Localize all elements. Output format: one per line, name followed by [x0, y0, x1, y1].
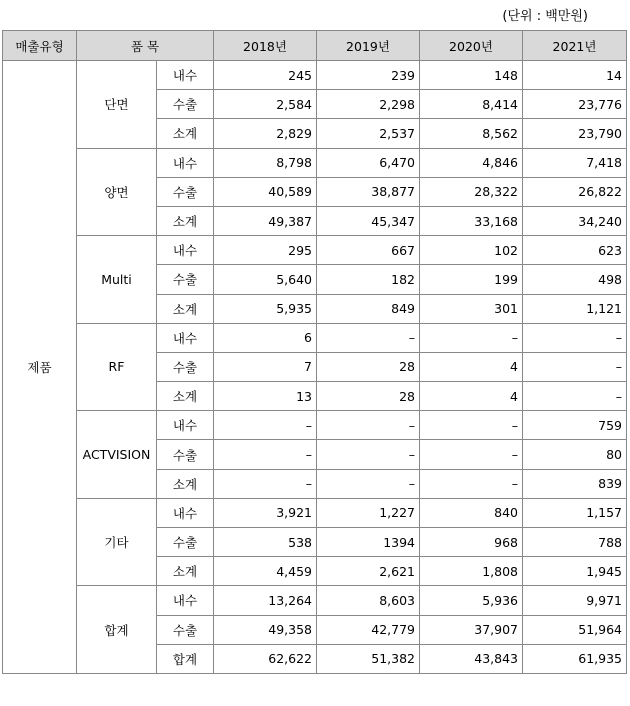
value-cell: 2,298: [317, 90, 420, 119]
value-cell: 2,621: [317, 557, 420, 586]
value-cell: 1,157: [523, 498, 627, 527]
value-cell: 840: [420, 498, 523, 527]
sub-category-cell: 합계: [157, 644, 214, 673]
value-cell: –: [214, 411, 317, 440]
value-cell: 7: [214, 352, 317, 381]
table-row: [3, 411, 627, 440]
value-cell: 45,347: [317, 206, 420, 235]
table-row: [3, 498, 627, 527]
value-cell: 849: [317, 294, 420, 323]
group-name-cell: 양면: [77, 148, 157, 236]
value-cell: –: [317, 469, 420, 498]
sub-category-cell: 내수: [157, 61, 214, 90]
value-cell: 8,603: [317, 586, 420, 615]
table-row: [3, 323, 627, 352]
value-cell: 759: [523, 411, 627, 440]
value-cell: 62,622: [214, 644, 317, 673]
value-cell: 6: [214, 323, 317, 352]
value-cell: 61,935: [523, 644, 627, 673]
sub-category-cell: 소계: [157, 382, 214, 411]
value-cell: 2,829: [214, 119, 317, 148]
value-cell: 538: [214, 528, 317, 557]
value-cell: 1,121: [523, 294, 627, 323]
table-row: [3, 236, 627, 265]
sales-table: [2, 30, 627, 674]
value-cell: –: [317, 440, 420, 469]
table-row: [3, 148, 627, 177]
table-row: [3, 61, 627, 90]
group-name-cell: 단면: [77, 61, 157, 149]
sub-category-cell: 내수: [157, 236, 214, 265]
value-cell: 2,537: [317, 119, 420, 148]
value-cell: 49,387: [214, 206, 317, 235]
value-cell: 43,843: [420, 644, 523, 673]
value-cell: 7,418: [523, 148, 627, 177]
header-item: 품 목: [77, 31, 214, 61]
header-year-2021: 2021년: [523, 31, 627, 61]
value-cell: –: [420, 469, 523, 498]
value-cell: 6,470: [317, 148, 420, 177]
table-row: [3, 586, 627, 615]
value-cell: 28: [317, 382, 420, 411]
value-cell: 5,935: [214, 294, 317, 323]
header-row: [3, 31, 627, 61]
value-cell: 8,798: [214, 148, 317, 177]
value-cell: –: [523, 382, 627, 411]
sub-category-cell: 소계: [157, 294, 214, 323]
value-cell: 38,877: [317, 177, 420, 206]
value-cell: 1,227: [317, 498, 420, 527]
group-name-cell: ACTVISION: [77, 411, 157, 499]
sub-category-cell: 소계: [157, 469, 214, 498]
sub-category-cell: 수출: [157, 615, 214, 644]
value-cell: 9,971: [523, 586, 627, 615]
sub-category-cell: 수출: [157, 352, 214, 381]
sub-category-cell: 수출: [157, 265, 214, 294]
value-cell: 1,808: [420, 557, 523, 586]
value-cell: –: [523, 352, 627, 381]
value-cell: 1,945: [523, 557, 627, 586]
value-cell: 13: [214, 382, 317, 411]
group-name-cell: 합계: [77, 586, 157, 674]
header-year-2018: 2018년: [214, 31, 317, 61]
table-header: [3, 31, 627, 61]
sub-category-cell: 내수: [157, 148, 214, 177]
value-cell: 301: [420, 294, 523, 323]
value-cell: 5,936: [420, 586, 523, 615]
value-cell: –: [317, 323, 420, 352]
value-cell: 8,414: [420, 90, 523, 119]
sub-category-cell: 수출: [157, 177, 214, 206]
value-cell: –: [420, 323, 523, 352]
group-name-cell: 기타: [77, 498, 157, 586]
value-cell: 245: [214, 61, 317, 90]
value-cell: 4: [420, 382, 523, 411]
value-cell: 28,322: [420, 177, 523, 206]
value-cell: 34,240: [523, 206, 627, 235]
sub-category-cell: 수출: [157, 90, 214, 119]
sub-category-cell: 내수: [157, 586, 214, 615]
value-cell: 498: [523, 265, 627, 294]
value-cell: –: [420, 440, 523, 469]
value-cell: 42,779: [317, 615, 420, 644]
value-cell: 788: [523, 528, 627, 557]
value-cell: 295: [214, 236, 317, 265]
header-sales-type: 매출유형: [3, 31, 77, 61]
value-cell: 37,907: [420, 615, 523, 644]
value-cell: 13,264: [214, 586, 317, 615]
value-cell: 3,921: [214, 498, 317, 527]
unit-label: (단위 : 백만원): [502, 9, 588, 24]
value-cell: 80: [523, 440, 627, 469]
sub-category-cell: 내수: [157, 323, 214, 352]
value-cell: –: [420, 411, 523, 440]
value-cell: 51,964: [523, 615, 627, 644]
value-cell: 51,382: [317, 644, 420, 673]
value-cell: 8,562: [420, 119, 523, 148]
table-body: [3, 61, 627, 674]
value-cell: 199: [420, 265, 523, 294]
value-cell: 182: [317, 265, 420, 294]
sub-category-cell: 내수: [157, 411, 214, 440]
value-cell: 28: [317, 352, 420, 381]
header-year-2020: 2020년: [420, 31, 523, 61]
value-cell: 4: [420, 352, 523, 381]
value-cell: 14: [523, 61, 627, 90]
value-cell: 49,358: [214, 615, 317, 644]
value-cell: 239: [317, 61, 420, 90]
group-name-cell: RF: [77, 323, 157, 411]
value-cell: –: [317, 411, 420, 440]
header-year-2019: 2019년: [317, 31, 420, 61]
group-name-cell: Multi: [77, 236, 157, 324]
value-cell: 839: [523, 469, 627, 498]
value-cell: 23,790: [523, 119, 627, 148]
sub-category-cell: 수출: [157, 440, 214, 469]
value-cell: –: [523, 323, 627, 352]
value-cell: 23,776: [523, 90, 627, 119]
value-cell: 5,640: [214, 265, 317, 294]
value-cell: 968: [420, 528, 523, 557]
value-cell: 623: [523, 236, 627, 265]
sub-category-cell: 수출: [157, 528, 214, 557]
value-cell: 667: [317, 236, 420, 265]
value-cell: 148: [420, 61, 523, 90]
value-cell: 26,822: [523, 177, 627, 206]
value-cell: 2,584: [214, 90, 317, 119]
value-cell: 33,168: [420, 206, 523, 235]
value-cell: 4,459: [214, 557, 317, 586]
sub-category-cell: 소계: [157, 206, 214, 235]
value-cell: 4,846: [420, 148, 523, 177]
value-cell: 1394: [317, 528, 420, 557]
sub-category-cell: 소계: [157, 119, 214, 148]
sales-type-cell: 제품: [3, 61, 77, 674]
value-cell: –: [214, 440, 317, 469]
value-cell: 102: [420, 236, 523, 265]
value-cell: 40,589: [214, 177, 317, 206]
sub-category-cell: 내수: [157, 498, 214, 527]
value-cell: –: [214, 469, 317, 498]
sub-category-cell: 소계: [157, 557, 214, 586]
